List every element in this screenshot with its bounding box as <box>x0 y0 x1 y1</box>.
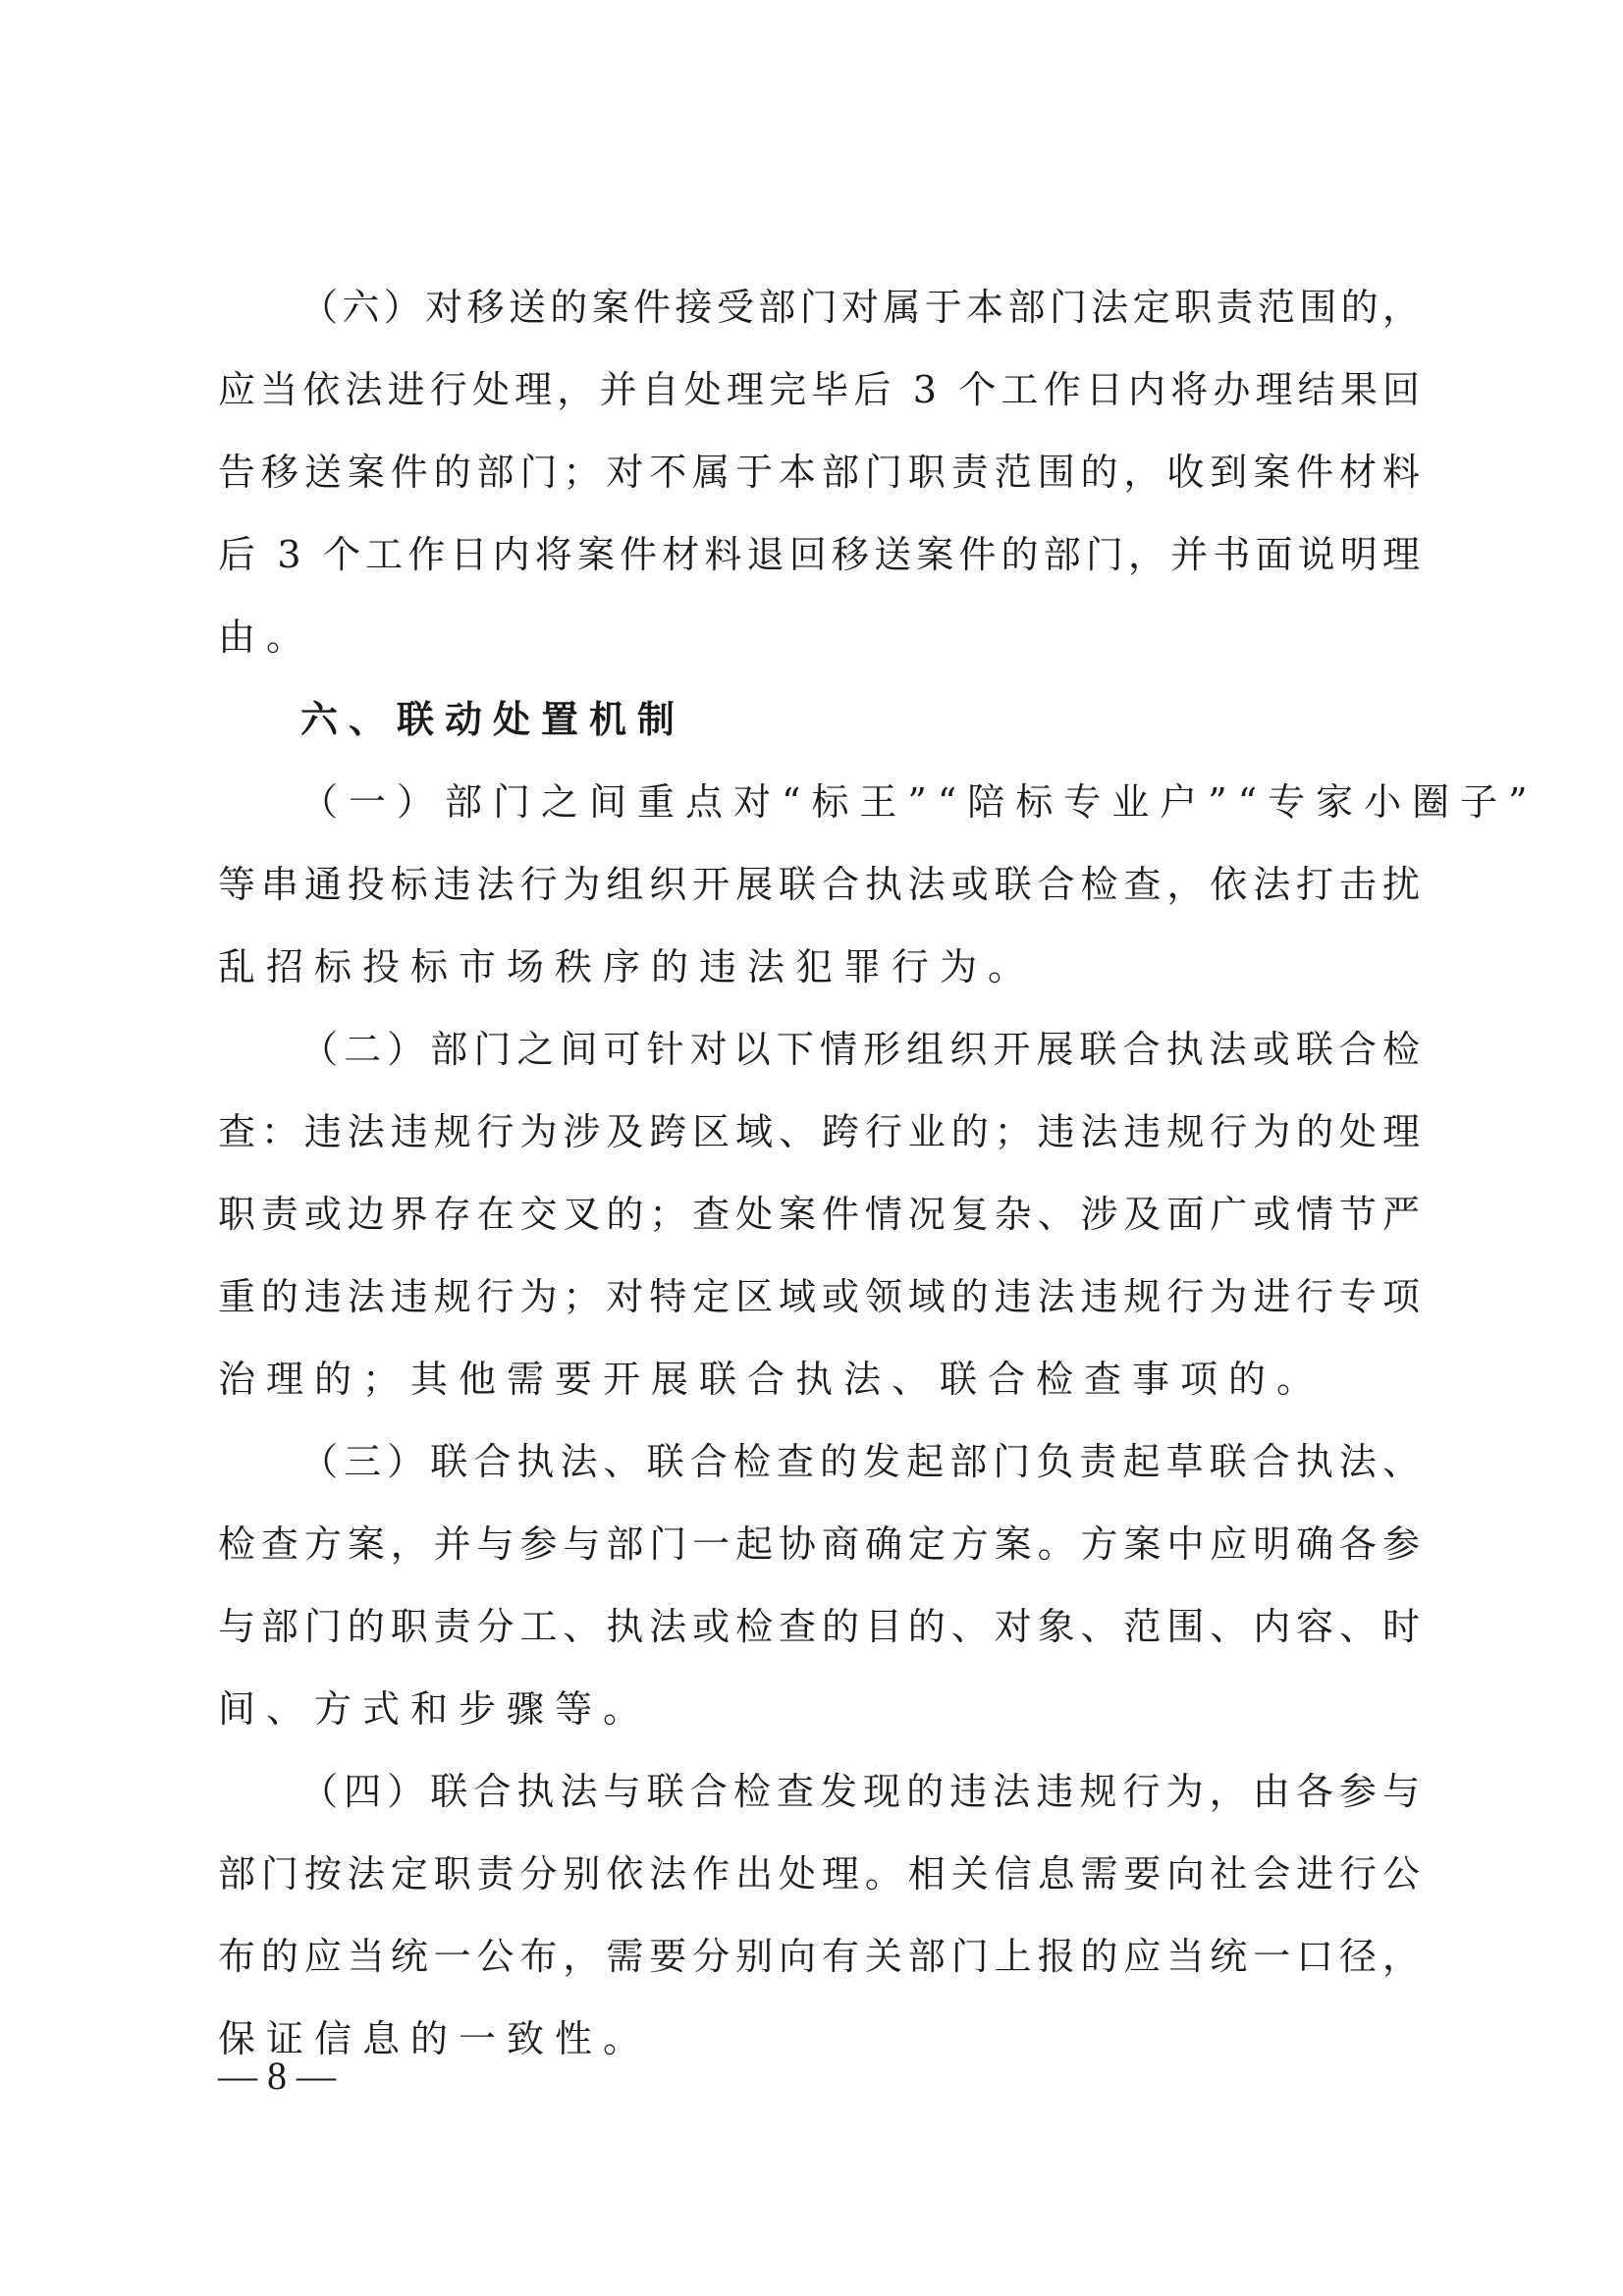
item-4-line-1: （四）联合执法与联合检查发现的违法违规行为，由各参与 <box>300 1770 1427 1813</box>
paragraph-6-line-3: 告移送案件的部门；对不属于本部门职责范围的，收到案件材料 <box>218 451 1426 494</box>
section-heading: 六、联动处置机制 <box>300 698 686 741</box>
item-1-line-2: 等串通投标违法行为组织开展联合执法或联合检查，依法打击扰 <box>218 863 1426 906</box>
item-1-line-3: 乱招标投标市场秩序的违法犯罪行为。 <box>218 945 1037 988</box>
item-2-line-2: 查：违法违规行为涉及跨区域、跨行业的；违法违规行为的处理 <box>218 1110 1426 1153</box>
item-3-line-1: （三）联合执法、联合检查的发起部门负责起草联合执法、 <box>300 1440 1427 1483</box>
item-2-line-4: 重的违法违规行为；对特定区域或领域的违法违规行为进行专项 <box>218 1275 1426 1318</box>
paragraph-6-line-5: 由。 <box>218 615 315 659</box>
item-4-line-2: 部门按法定职责分别依法作出处理。相关信息需要向社会进行公 <box>218 1852 1426 1896</box>
paragraph-6-line-4: 后 3 个工作日内将案件材料退回移送案件的部门，并书面说明理 <box>218 533 1426 576</box>
item-2-line-5: 治理的；其他需要开展联合执法、联合检查事项的。 <box>218 1358 1325 1401</box>
item-4-line-3: 布的应当统一公布，需要分别向有关部门上报的应当统一口径， <box>218 1935 1426 1978</box>
item-1-line-1: （一）部门之间重点对“标王”“陪标专业户”“专家小圈子” <box>300 780 1539 824</box>
paragraph-6-line-2: 应当依法进行处理，并自处理完毕后 3 个工作日内将办理结果回 <box>218 368 1426 411</box>
item-2-line-1: （二）部门之间可针对以下情形组织开展联合执法或联合检 <box>300 1028 1427 1071</box>
item-3-line-4: 间、方式和步骤等。 <box>218 1687 652 1731</box>
item-3-line-3: 与部门的职责分工、执法或检查的目的、对象、范围、内容、时 <box>218 1605 1426 1648</box>
page-number: — 8 — <box>218 2054 336 2098</box>
paragraph-6-line-1: （六）对移送的案件接受部门对属于本部门法定职责范围的， <box>300 286 1425 329</box>
item-3-line-2: 检查方案，并与参与部门一起协商确定方案。方案中应明确各参 <box>218 1522 1426 1566</box>
item-2-line-3: 职责或边界存在交叉的；查处案件情况复杂、涉及面广或情节严 <box>218 1193 1426 1236</box>
item-4-line-4: 保证信息的一致性。 <box>218 2017 652 2060</box>
